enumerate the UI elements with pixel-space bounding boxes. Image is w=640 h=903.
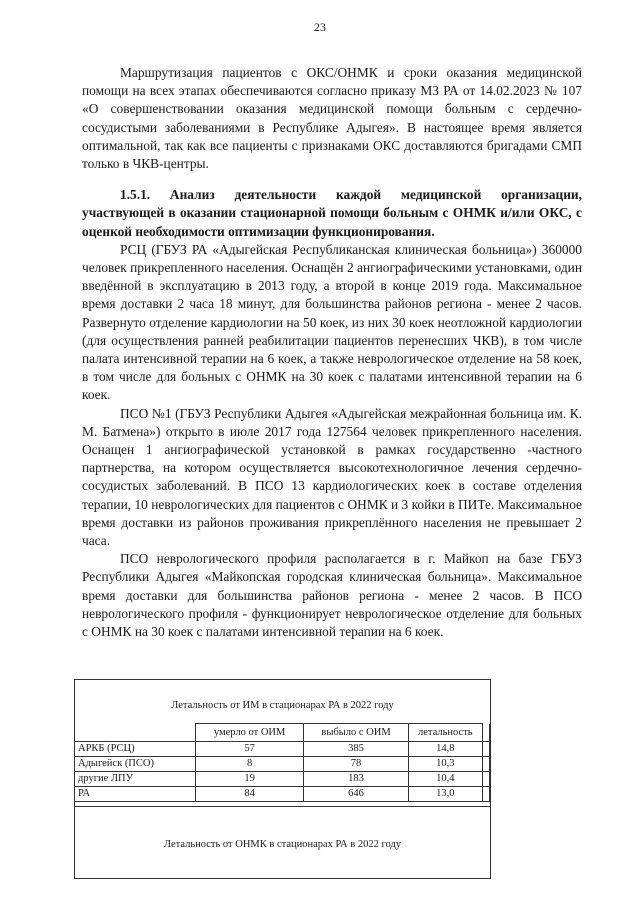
cell-spacer bbox=[483, 757, 490, 772]
row-label: АРКБ (РСЦ) bbox=[75, 742, 195, 757]
table-title: Летальность от ИМ в стационарах РА в 2022 году bbox=[171, 700, 394, 711]
row-label: другие ЛПУ bbox=[75, 772, 195, 787]
lethality-table bbox=[75, 723, 490, 802]
row-label: РА bbox=[75, 787, 195, 802]
column-header-discharged: выбыло с ОИМ bbox=[304, 724, 408, 742]
cell-lethality: 10,4 bbox=[408, 772, 482, 787]
table-row bbox=[75, 757, 490, 772]
cell-spacer bbox=[483, 772, 490, 787]
paragraph-rsc: РСЦ (ГБУЗ РА «Адыгейская Республиканская клиническая больница») 360000 человек прикрепленного населения. Оснащён 2 ангиографическими установками, один введённой в эксплуатацию в 2013 году, а второй в конце 2019 года. Максимальное время доставки 2 часа 18 минут, для большинства районов региона - менее 2 часов. Развернуто отделение кардиологии на 50 коек, из них 30 коек неотложной кардиологии (для осуществления ранней реабилитации пациентов перенесших ЧКВ), в том числе палата интенсивной терапии на 6 коек, а также неврологическое отделение на 58 коек, в том числе для больных с ОНМК на 30 коек с палатами интенсивной терапии на 6 коек. bbox=[82, 241, 582, 403]
cell-died: 19 bbox=[195, 772, 304, 787]
cell-discharged: 385 bbox=[304, 742, 408, 757]
column-header-died: умерло от ОИМ bbox=[195, 724, 304, 742]
document-body bbox=[82, 64, 582, 641]
table-header-spacer bbox=[483, 724, 490, 742]
cell-lethality: 14,8 bbox=[408, 742, 482, 757]
cell-discharged: 183 bbox=[304, 772, 408, 787]
table-header-corner bbox=[75, 724, 195, 742]
cell-discharged: 646 bbox=[304, 787, 408, 802]
cell-discharged: 78 bbox=[304, 757, 408, 772]
cell-spacer bbox=[483, 787, 490, 802]
table-row bbox=[75, 742, 490, 757]
paragraph-routing: Маршрутизация пациентов с ОКС/ОНМК и сроки оказания медицинской помощи на всех этапах обеспечиваются согласно приказу МЗ РА от 14.02.2023 № 107 «О совершенствовании оказания медицинской помощи больным с сердечно-сосудистыми заболеваниями в Республике Адыгея». В настоящее время является оптимальной, так как все пациенты с признаками ОКС доставляются бригадами СМП только в ЧКВ-центры. bbox=[82, 65, 582, 172]
table-row bbox=[75, 787, 490, 802]
cell-lethality: 13,0 bbox=[408, 787, 482, 802]
section-heading: 1.5.1. Анализ деятельности каждой медицинской организации, участвующей в оказании стационарной помощи больным с ОНМК и/или ОКС, с оценкой необходимости оптимизации функционирования. bbox=[82, 187, 582, 239]
column-header-lethality: летальность bbox=[408, 724, 482, 742]
cell-lethality: 10,3 bbox=[408, 757, 482, 772]
table-divider bbox=[75, 806, 490, 807]
cell-died: 8 bbox=[195, 757, 304, 772]
paragraph-pso-1: ПСО №1 (ГБУЗ Республики Адыгея «Адыгейская межрайонная больница им. К. М. Батмена») открыто в июле 2017 года 127564 человек прикрепленного населения. Оснащен 1 ангиографической установкой в рамках государственно -частного партнерства, на котором осуществляется высокотехнологичное лечения сердечно-сосудистых заболеваний. В ПСО 13 кардиологических коек в составе отделения терапии, 10 неврологических для пациентов с ОНМК и 3 койки в ПИТе. Максимальное время доставки из районов проживания прикреплённого населения не превышает 2 часа. bbox=[82, 405, 582, 549]
cell-died: 57 bbox=[195, 742, 304, 757]
cell-died: 84 bbox=[195, 787, 304, 802]
table-row bbox=[75, 772, 490, 787]
second-table-title: Летальность от ОНМК в стационарах РА в 2022 году bbox=[163, 839, 402, 850]
row-label: Адыгейск (ПСО) bbox=[75, 757, 195, 772]
paragraph-pso-neuro: ПСО неврологического профиля располагается в г. Майкоп на базе ГБУЗ Республики Адыгея «Майкопская городская клиническая больница». Максимальное время доставки для большинства районов региона - менее 2 часов. В ПСО неврологического профиля - функционирует неврологическое отделение для больных с ОНМК на 30 коек с палатами интенсивной терапии на 6 коек. bbox=[82, 551, 582, 640]
table-header-row bbox=[75, 724, 490, 742]
cell-spacer bbox=[483, 742, 490, 757]
page-number: 23 bbox=[314, 20, 326, 34]
lethality-table-frame bbox=[74, 679, 491, 879]
